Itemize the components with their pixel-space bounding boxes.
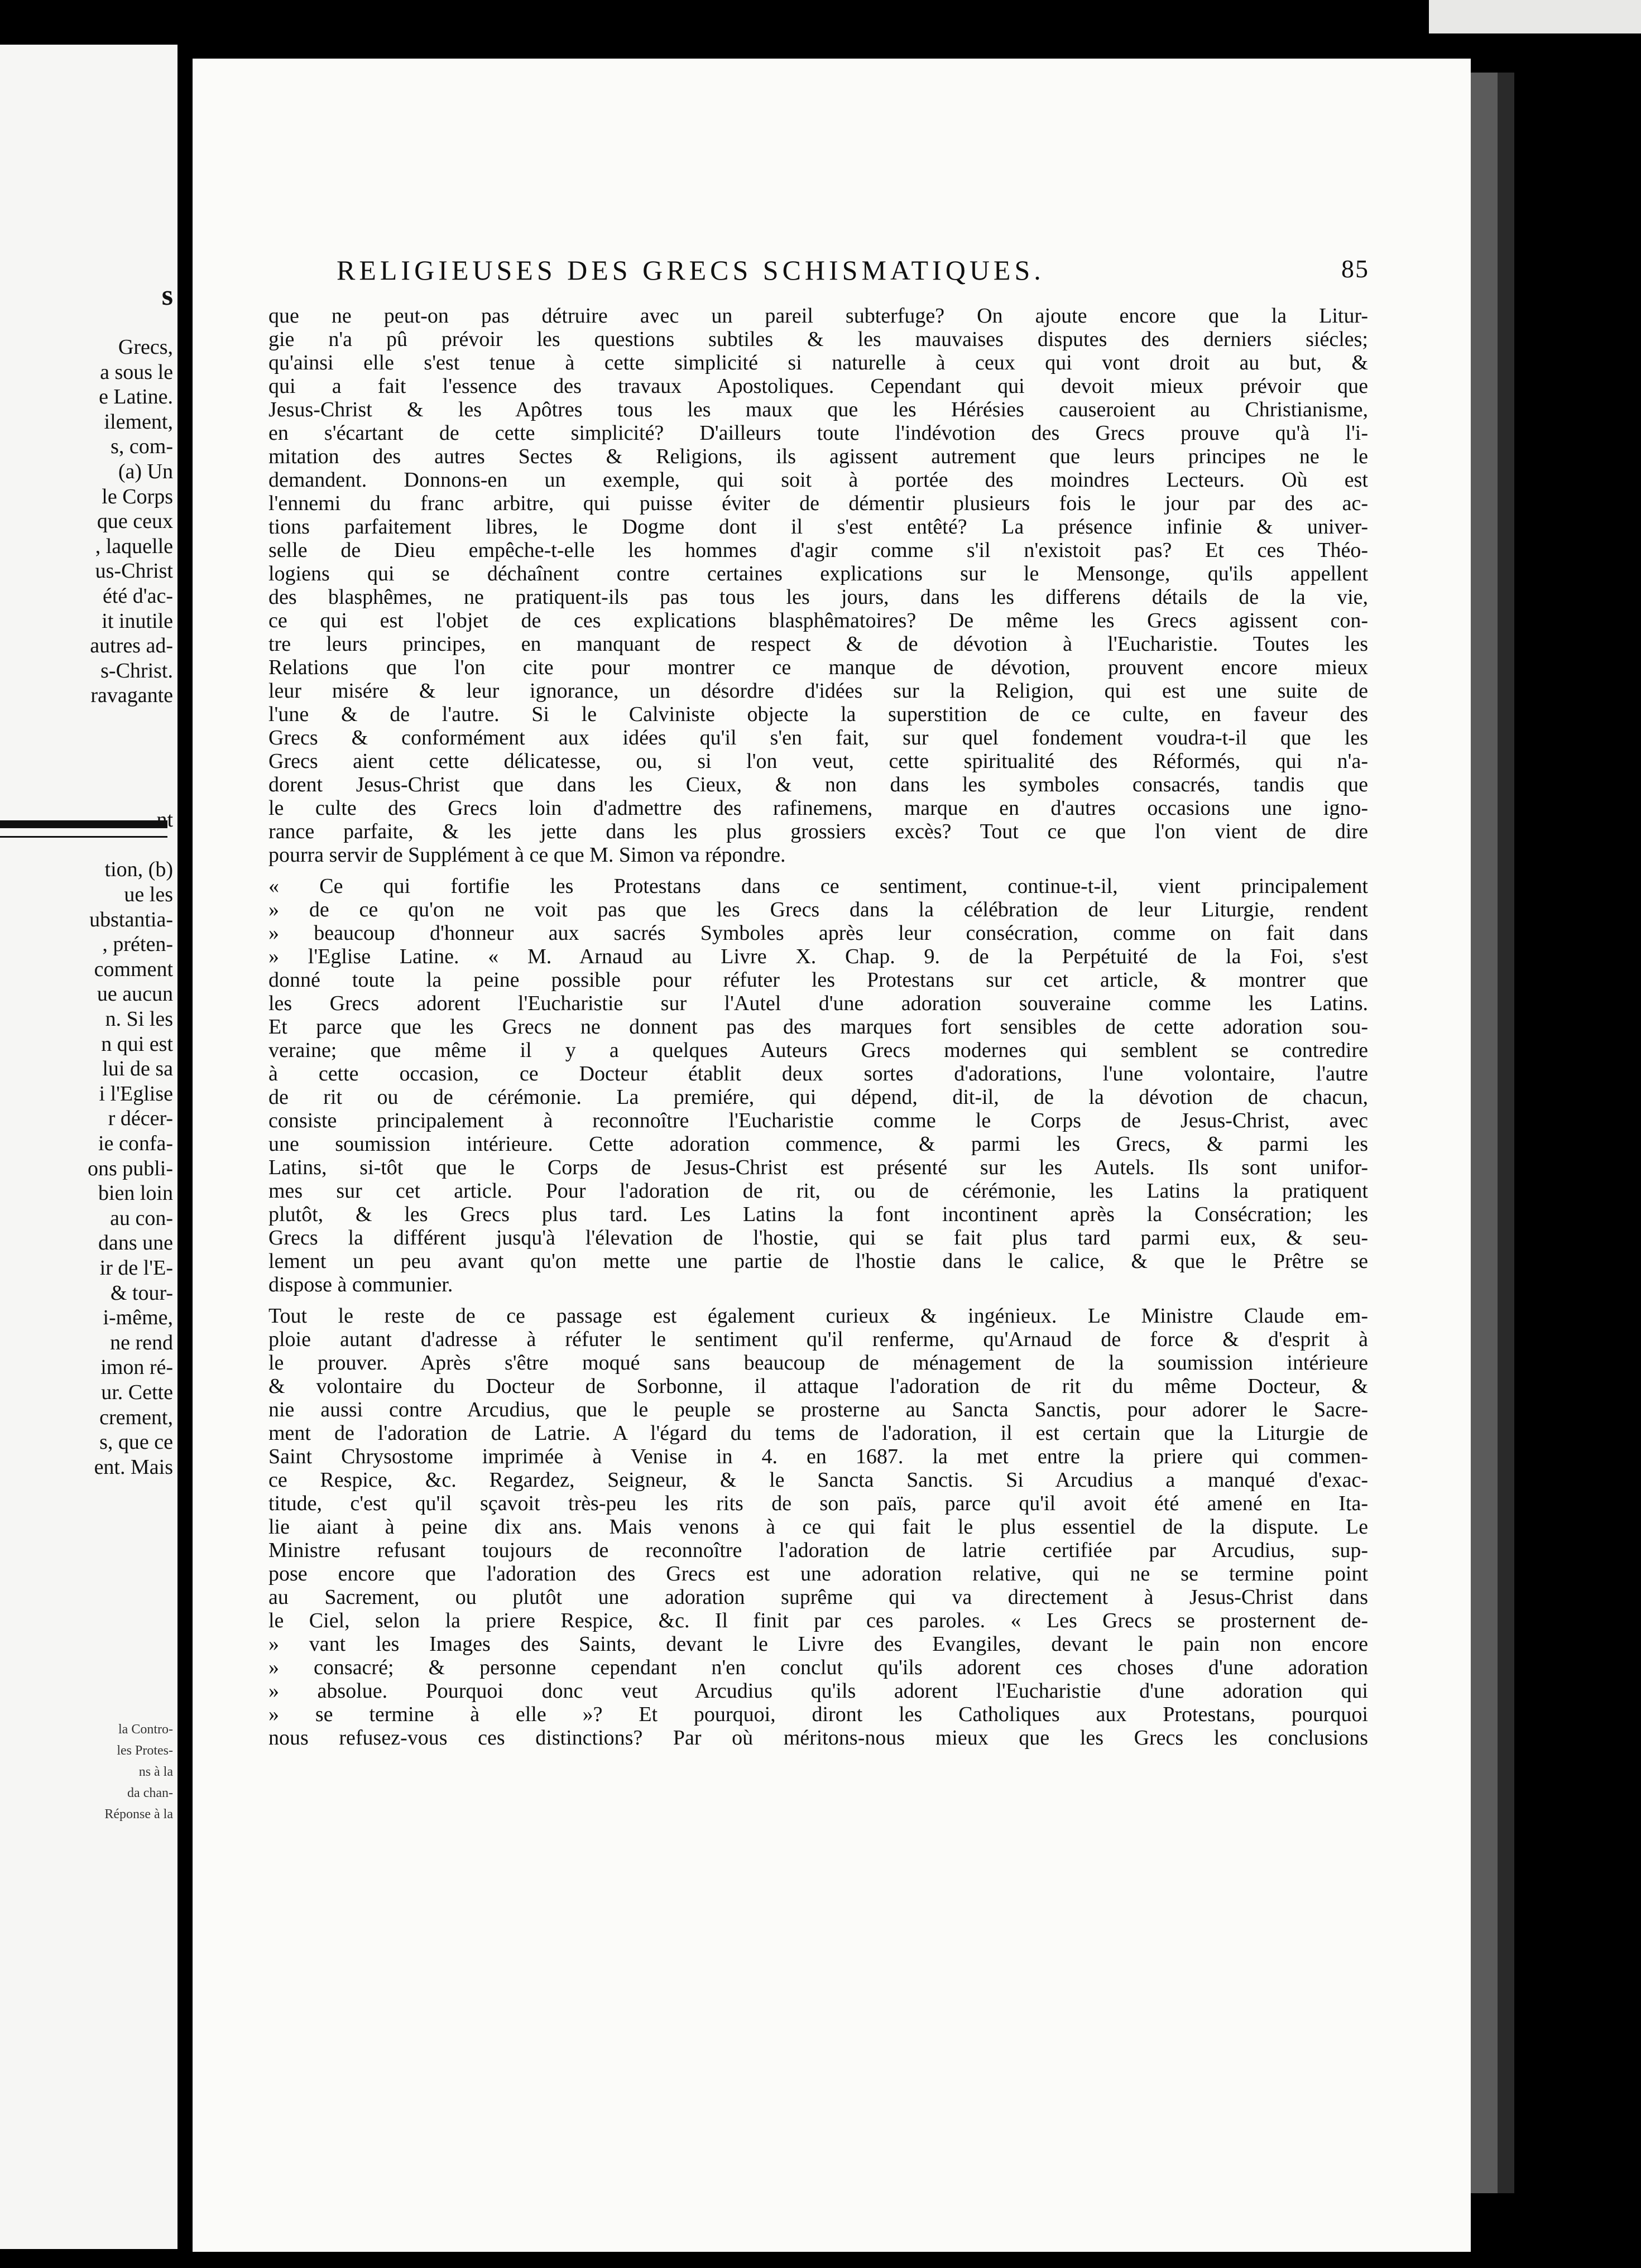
left-page-note-line: ns à la bbox=[138, 1765, 173, 1779]
text-line: Latins, si-tôt que le Corps de Jesus-Christ est présenté sur les Autels. Ils sont unifor- bbox=[268, 1156, 1368, 1179]
left-page-line: n qui est bbox=[101, 1032, 173, 1056]
left-page-line: nt bbox=[156, 808, 173, 832]
text-line: ce qui est l'objet de ces explications blasphêmatoires? De même les Grecs agissent con- bbox=[268, 609, 1368, 632]
text-line: » se termine à elle »? Et pourquoi, diront les Catholiques aux Protestans, pourquoi bbox=[268, 1703, 1368, 1726]
text-line: ploie autant d'adresse à réfuter le sentiment qu'il renferme, qu'Arnaud de force & d'esprit à bbox=[268, 1328, 1368, 1351]
left-page-line: dans une bbox=[98, 1231, 173, 1255]
left-page-line: s-Christ. bbox=[100, 659, 173, 683]
text-line: » consacré; & personne cependant n'en conclut qu'ils adorent ces choses d'une adoration bbox=[268, 1656, 1368, 1679]
left-page-line: ue les bbox=[124, 883, 173, 907]
page-gutter-shadow bbox=[1471, 73, 1498, 2193]
text-line: le prouver. Après s'être moqué sans beaucoup de ménagement de la soumission intérieure bbox=[268, 1351, 1368, 1375]
text-line: leur misére & leur ignorance, un désordre d'idées sur la Religion, qui est une suite de bbox=[268, 679, 1368, 703]
left-page-line: s, com- bbox=[111, 435, 173, 459]
left-page-line: ilement, bbox=[104, 410, 173, 434]
text-line: en s'écartant de cette simplicité? D'ailleurs toute l'indévotion des Grecs prouve qu'à l'i- bbox=[268, 421, 1368, 445]
left-page-note-line: les Protes- bbox=[117, 1743, 173, 1758]
running-header bbox=[337, 254, 1369, 293]
text-line: veraine; que même il y a quelques Auteurs Grecs modernes qui semblent se contredire bbox=[268, 1039, 1368, 1062]
text-line: » vant les Images des Saints, devant le Livre des Evangiles, devant le pain non encore bbox=[268, 1632, 1368, 1656]
left-page-note-line: la Contro- bbox=[118, 1722, 173, 1737]
book-page bbox=[193, 59, 1471, 2252]
text-line: Grecs la différent jusqu'à l'élevation de l'hostie, qui se fait plus tard parmi eux, & seu- bbox=[268, 1226, 1368, 1250]
left-page-line: ubstantia- bbox=[89, 907, 173, 931]
left-page-line bbox=[6, 758, 173, 783]
left-page-line: , laquelle bbox=[95, 534, 173, 558]
neighbor-page-edge bbox=[1429, 0, 1641, 33]
text-line: « Ce qui fortifie les Protestans dans ce sentiment, continue-t-il, vient principalement bbox=[268, 874, 1368, 898]
left-page-mark: s bbox=[161, 280, 173, 311]
left-page-line: comment bbox=[94, 957, 173, 981]
text-line: Grecs & conformément aux idées qu'il s'en fait, sur quel fondement voudra-t-il que les bbox=[268, 726, 1368, 749]
text-line: & volontaire du Docteur de Sorbonne, il attaque l'adoration de rit du même Docteur, & bbox=[268, 1375, 1368, 1398]
text-line: Grecs aient cette délicatesse, ou, si l'on veut, cette spiritualité des Réformés, qui n'a- bbox=[268, 749, 1368, 773]
left-page-line: ie confa- bbox=[98, 1132, 173, 1155]
text-line: nous refusez-vous ces distinctions? Par où méritons-nous mieux que les Grecs les conclusions bbox=[268, 1726, 1368, 1750]
left-page-line bbox=[6, 833, 173, 858]
left-page-line: ne rend bbox=[110, 1330, 173, 1354]
text-line: logiens qui se déchaînent contre certaines explications sur le Mensonge, qu'ils appellent bbox=[268, 562, 1368, 585]
text-line: ment de l'adoration de Latrie. A l'égard du tems de l'adoration, il est certain que la Liturgie de bbox=[268, 1421, 1368, 1445]
text-line: l'une & de l'autre. Si le Calviniste objecte la superstition de ce culte, en faveur des bbox=[268, 703, 1368, 726]
left-page-line: ent. Mais bbox=[94, 1455, 173, 1479]
text-line: des blasphêmes, ne pratiquent-ils pas tous les jours, dans les differens détails de la vie, bbox=[268, 585, 1368, 609]
left-page-line: it inutile bbox=[102, 609, 173, 633]
text-line: qui a fait l'essence des travaux Apostoliques. Cependant qui devoit mieux prévoir que bbox=[268, 374, 1368, 398]
left-page-line: tion, (b) bbox=[104, 858, 173, 882]
left-page-note-line: Réponse à la bbox=[104, 1807, 173, 1822]
text-line: lie aiant à peine dix ans. Mais venons à ce qui fait le plus essentiel de la dispute. Le bbox=[268, 1515, 1368, 1539]
text-line: les Grecs adorent l'Eucharistie sur l'Autel d'une adoration souveraine comme les Latins. bbox=[268, 992, 1368, 1015]
text-line: une soumission intérieure. Cette adoration commence, & parmi les Grecs, & parmi les bbox=[268, 1132, 1368, 1156]
left-page-line: i l'Eglise bbox=[99, 1082, 173, 1106]
left-page-line: , préten- bbox=[102, 933, 173, 957]
left-page-line: bien loin bbox=[98, 1181, 173, 1205]
page-body bbox=[268, 304, 1368, 1750]
text-line: » de ce qu'on ne voit pas que les Grecs dans la célébration de leur Liturgie, rendent bbox=[268, 898, 1368, 921]
left-page-line: n. Si les bbox=[105, 1007, 173, 1031]
left-page-line: ue aucun bbox=[97, 982, 173, 1006]
text-line: ce Respice, &c. Regardez, Seigneur, & le Sancta Sanctis. Si Arcudius a manqué d'exac- bbox=[268, 1468, 1368, 1492]
text-line: gie n'a pû prévoir les questions subtiles & les mauvaises disputes des derniers siécles; bbox=[268, 328, 1368, 351]
text-line: tre leurs principes, en manquant de respect & de dévotion à l'Eucharistie. Toutes les bbox=[268, 632, 1368, 656]
text-line: mes sur cet article. Pour l'adoration de rit, ou de cérémonie, les Latins la pratiquent bbox=[268, 1179, 1368, 1203]
text-line: le Ciel, selon la priere Respice, &c. Il finit par ces paroles. « Les Grecs se prosternent de- bbox=[268, 1609, 1368, 1632]
left-page-line: ons publi- bbox=[87, 1156, 173, 1180]
text-line: consiste principalement à reconnoître l'Eucharistie comme le Corps de Jesus-Christ, avec bbox=[268, 1109, 1368, 1132]
text-line: qu'ainsi elle s'est tenue à cette simplicité si naturelle à ceux qui vont droit au but, & bbox=[268, 351, 1368, 374]
text-line: Tout le reste de ce passage est également curieux & ingénieux. Le Ministre Claude em- bbox=[268, 1304, 1368, 1328]
left-page-fragment bbox=[0, 45, 177, 2249]
left-page-line: i-même, bbox=[103, 1306, 173, 1330]
text-line: plutôt, & les Grecs plus tard. Les Latins la font incontinent après la Consécration; les bbox=[268, 1203, 1368, 1226]
text-line: pose encore que l'adoration des Grecs est une adoration relative, qui ne se termine point bbox=[268, 1562, 1368, 1585]
left-page-line: e Latine. bbox=[99, 385, 173, 409]
text-line: l'ennemi du franc arbitre, qui puisse éviter de démentir plusieurs fois le jour par des ac- bbox=[268, 492, 1368, 515]
text-line: » absolue. Pourquoi donc veut Arcudius qu'ils adorent l'Eucharistie d'une adoration qui bbox=[268, 1679, 1368, 1703]
left-page-line: s, que ce bbox=[99, 1430, 173, 1454]
left-page-line: a sous le bbox=[100, 360, 173, 384]
left-page-line: été d'ac- bbox=[102, 584, 173, 608]
text-line: dorent Jesus-Christ que dans les Cieux, & non dans les symboles consacrés, tandis que bbox=[268, 773, 1368, 796]
left-page-line: Grecs, bbox=[118, 335, 173, 359]
text-line: titude, c'est qu'il sçavoit très-peu les rits de son païs, parce qu'il avoit été amené en Ita- bbox=[268, 1492, 1368, 1515]
text-line: selle de Dieu empêche-t-elle les hommes d'agir comme s'il n'existoit pas? Et ces Théo- bbox=[268, 539, 1368, 562]
left-page-line: le Corps bbox=[102, 484, 173, 508]
left-page-line: autres ad- bbox=[90, 634, 173, 658]
text-line: dispose à communier. bbox=[268, 1273, 453, 1296]
text-line: mitation des autres Sectes & Religions, ils agissent autrement que leurs principes ne le bbox=[268, 445, 1368, 468]
left-page-text bbox=[6, 335, 173, 1479]
left-page-line: lui de sa bbox=[102, 1057, 173, 1081]
left-page-line: ur. Cette bbox=[101, 1380, 173, 1404]
text-line: tions parfaitement libres, le Dogme dont il s'est entêté? La présence infinie & univer- bbox=[268, 515, 1368, 539]
left-page-line: us-Christ bbox=[95, 559, 173, 583]
text-line: Saint Chrysostome imprimée à Venise in 4. en 1687. la met entre la priere qui commen- bbox=[268, 1445, 1368, 1468]
left-page-line bbox=[6, 783, 173, 808]
text-line: » beaucoup d'honneur aux sacrés Symboles après leur consécration, comme on fait dans bbox=[268, 921, 1368, 945]
left-page-line: imon ré- bbox=[100, 1356, 173, 1380]
left-page-line: ravagante bbox=[90, 684, 173, 708]
text-line: Et parce que les Grecs ne donnent pas des marques fort sensibles de cette adoration sou- bbox=[268, 1015, 1368, 1039]
text-line: Ministre refusant toujours de reconnoître l'adoration de latrie certifiée par Arcudius, sup- bbox=[268, 1539, 1368, 1562]
text-line: lement un peu avant qu'on mette une partie de l'hostie dans le calice, & que le Prêtre se bbox=[268, 1250, 1368, 1273]
text-line: rance parfaite, & les jette dans les plus grossiers excès? Tout ce que l'on vient de dire bbox=[268, 820, 1368, 843]
page-gutter-dark bbox=[1498, 73, 1514, 2193]
text-line: » l'Eglise Latine. « M. Arnaud au Livre X. Chap. 9. de la Perpétuité de la Foi, s'est bbox=[268, 945, 1368, 968]
text-line: Relations que l'on cite pour montrer ce manque de dévotion, prouvent encore mieux bbox=[268, 656, 1368, 679]
text-line: nie aussi contre Arcudius, que le peuple se prosterne au Sancta Sanctis, pour adorer le Sacre- bbox=[268, 1398, 1368, 1421]
left-page-line: ir de l'E- bbox=[99, 1256, 173, 1280]
left-page-line bbox=[6, 733, 173, 758]
left-page-line: au con- bbox=[110, 1206, 173, 1230]
text-line: Jesus-Christ & les Apôtres tous les maux que les Hérésies causeroient au Christianisme, bbox=[268, 398, 1368, 421]
text-line: le culte des Grecs loin d'admettre des rafinemens, marque en d'autres occasions une igno- bbox=[268, 796, 1368, 820]
text-line: à cette occasion, ce Docteur établit deux sortes d'adorations, l'une volontaire, l'autre bbox=[268, 1062, 1368, 1085]
text-line: que ne peut-on pas détruire avec un pareil subterfuge? On ajoute encore que la Litur- bbox=[268, 304, 1368, 328]
left-page-line bbox=[6, 708, 173, 733]
text-line: demandent. Donnons-en un exemple, qui soit à portée des moindres Lecteurs. Où est bbox=[268, 468, 1368, 492]
left-page-note-line: da chan- bbox=[127, 1786, 173, 1800]
text-line: pourra servir de Supplément à ce que M. Simon va répondre. bbox=[268, 843, 786, 867]
text-line: au Sacrement, ou plutôt une adoration suprême qui va directement à Jesus-Christ dans bbox=[268, 1585, 1368, 1609]
left-page-line: (a) Un bbox=[118, 459, 173, 483]
text-line: de rit ou de cérémonie. La premiére, qui dépend, dit-il, de la dévotion de chacun, bbox=[268, 1085, 1368, 1109]
left-page-line: r décer- bbox=[108, 1107, 173, 1131]
paragraph-gap bbox=[268, 867, 1368, 874]
paragraph-gap bbox=[268, 1296, 1368, 1304]
left-page-line: crement, bbox=[99, 1405, 173, 1429]
text-line: donné toute la peine possible pour réfuter les Protestans sur cet article, & montrer que bbox=[268, 968, 1368, 992]
left-page-footnotes bbox=[6, 1719, 173, 1825]
running-title: RELIGIEUSES DES GRECS SCHISMATIQUES. bbox=[337, 254, 1045, 286]
page-number: 85 bbox=[1341, 254, 1369, 283]
left-page-line: & tour- bbox=[110, 1281, 173, 1305]
left-page-line: que ceux bbox=[97, 510, 173, 534]
